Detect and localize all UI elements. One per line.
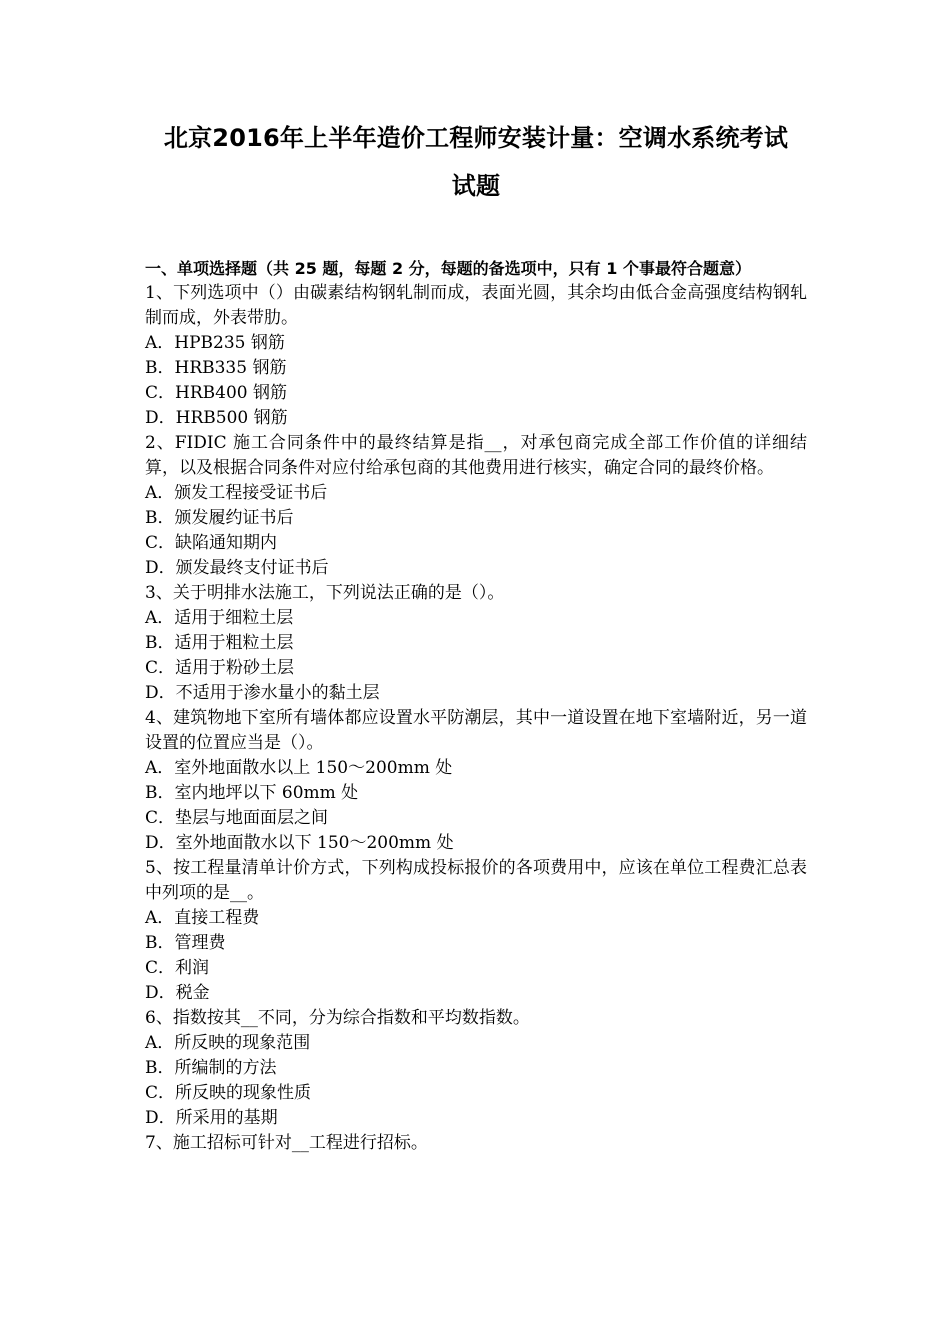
option-c: C．所反映的现象性质 [145, 1083, 312, 1103]
question-stem: 2、FIDIC 施工合同条件中的最终结算是指__，对承包商完成全部工作价值的详细结算，以及根据合同条件对应付给承包商的其他费用进行核实，确定合同的最终价格。 [145, 433, 807, 478]
question-3 [145, 581, 807, 706]
option-b: B．室内地坪以下 60mm 处 [145, 783, 359, 803]
option-c: C．适用于粉砂土层 [145, 658, 295, 678]
option-a: A．适用于细粒土层 [145, 608, 294, 628]
option-d: D．不适用于渗水量小的黏土层 [145, 683, 380, 703]
document-title [145, 0, 807, 210]
option-list [145, 331, 807, 431]
option-list [145, 1031, 807, 1131]
option-list [145, 606, 807, 706]
option-list [145, 906, 807, 1006]
option-a: A．颁发工程接受证书后 [145, 483, 328, 503]
option-d: D．税金 [145, 983, 210, 1003]
option-b: B．管理费 [145, 933, 226, 953]
document-title-line2: 试题 [451, 172, 501, 200]
option-d: D．所采用的基期 [145, 1108, 278, 1128]
option-a: A．所反映的现象范围 [145, 1033, 311, 1053]
question-1 [145, 281, 807, 431]
option-b: B．适用于粗粒土层 [145, 633, 294, 653]
option-b: B．所编制的方法 [145, 1058, 277, 1078]
option-d: D．HRB500 钢筋 [145, 408, 288, 428]
option-d: D．颁发最终支付证书后 [145, 558, 329, 578]
question-stem: 6、指数按其__不同，分为综合指数和平均数指数。 [145, 1008, 530, 1028]
option-c: C．HRB400 钢筋 [145, 383, 287, 403]
question-stem: 3、关于明排水法施工，下列说法正确的是（）。 [145, 583, 505, 603]
option-c: C．垫层与地面面层之间 [145, 808, 329, 828]
option-a: A．室外地面散水以上 150～200mm 处 [145, 758, 453, 778]
option-a: A．HPB235 钢筋 [145, 333, 285, 353]
document-page [145, 0, 807, 1156]
option-list [145, 481, 807, 581]
section-heading: 一、单项选择题（共 25 题，每题 2 分，每题的备选项中，只有 1 个事最符合题意） [145, 259, 751, 278]
option-a: A．直接工程费 [145, 908, 260, 928]
document-title-line1: 北京2016年上半年造价工程师安装计量：空调水系统考试 [163, 124, 789, 152]
question-list [145, 281, 807, 1156]
question-stem: 4、建筑物地下室所有墙体都应设置水平防潮层，其中一道设置在地下室墙附近，另一道设置的位置应当是（）。 [145, 708, 807, 753]
question-stem: 1、下列选项中（）由碳素结构钢轧制而成，表面光圆，其余均由低合金高强度结构钢轧制而成，外表带肋。 [145, 283, 807, 328]
option-d: D．室外地面散水以下 150～200mm 处 [145, 833, 454, 853]
question-stem: 5、按工程量清单计价方式，下列构成投标报价的各项费用中，应该在单位工程费汇总表中列项的是__。 [145, 858, 807, 903]
option-b: B．颁发履约证书后 [145, 508, 294, 528]
question-2 [145, 431, 807, 581]
option-list [145, 756, 807, 856]
option-c: C．利润 [145, 958, 210, 978]
question-4 [145, 706, 807, 856]
option-c: C．缺陷通知期内 [145, 533, 278, 553]
question-7 [145, 1131, 807, 1156]
question-stem: 7、施工招标可针对__工程进行招标。 [145, 1133, 428, 1153]
question-5 [145, 856, 807, 1006]
question-6 [145, 1006, 807, 1131]
option-b: B．HRB335 钢筋 [145, 358, 287, 378]
